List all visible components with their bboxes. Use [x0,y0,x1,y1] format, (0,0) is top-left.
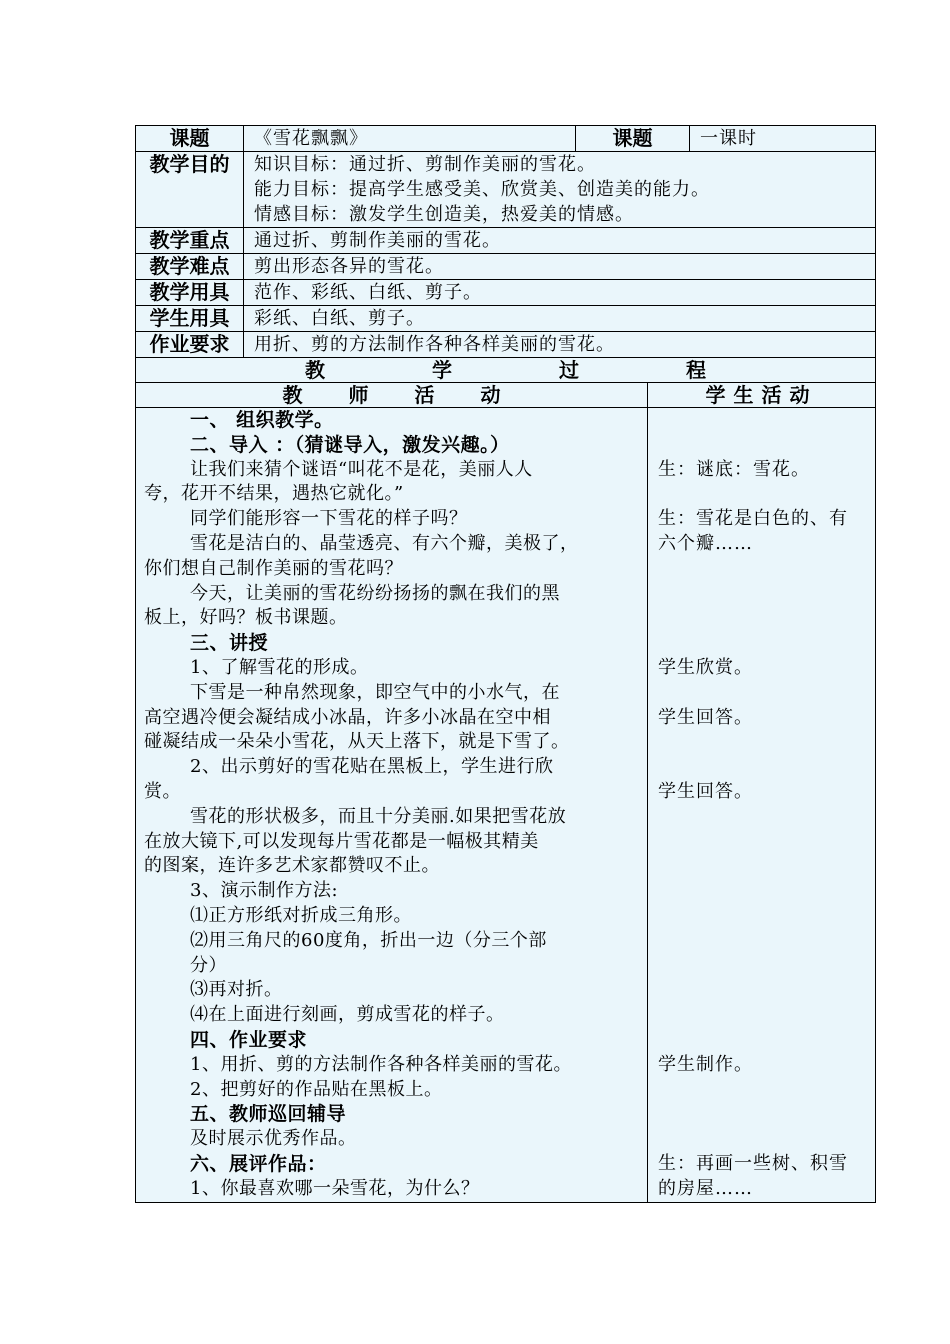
process-char: 过 [559,358,579,382]
teacher-line: ⑷在上面进行刻画，剪成雪花的样子。 [190,1004,505,1026]
section-heading: 一、 组织教学。 [190,409,334,431]
objectives-label: 教学目的 [136,152,244,227]
process-title [136,357,875,382]
student-line: 的房屋…… [658,1177,753,1199]
teacher-line: 同学们能形容一下雪花的样子吗？ [190,508,468,530]
row-value: 彩纸、白纸、剪子。 [254,308,425,329]
difficulty-row [136,253,875,279]
topic-value: 《雪花飘飘》 [244,126,576,151]
row-label: 教学重点 [136,228,244,253]
objective-line: 情感目标：激发学生创造美，热爱美的情感。 [254,204,634,225]
row-label: 学生用具 [136,306,244,331]
row-value: 范作、彩纸、白纸、剪子。 [254,282,482,303]
objectives-row [136,151,875,227]
student-activity-column [648,408,875,1202]
student-line: 学生回答。 [658,781,753,802]
student-line: 生：谜底：雪花。 [658,458,810,480]
topic-label-2: 课题 [576,126,690,151]
teacher-line: ⑶再对折。 [190,979,283,1001]
teacher-line: 雪花是洁白的、晶莹透亮、有六个瓣，美极了， [190,532,579,554]
objectives-content [244,152,875,227]
student-line: 生：雪花是白色的、有 [658,508,848,530]
objective-line: 能力目标：提高学生感受美、欣赏美、创造美的能力。 [254,179,710,200]
teacher-line: 2、出示剪好的雪花贴在黑板上，学生进行欣 [190,756,554,778]
section-heading: 四、作业要求 [190,1028,308,1051]
section-heading: 五、教师巡回辅导 [190,1103,347,1126]
row-value: 剪出形态各异的雪花。 [254,256,444,277]
header-row [136,126,875,151]
teacher-line: 1、了解雪花的形成。 [190,656,369,678]
student-tools-row [136,305,875,331]
student-line: 学生制作。 [658,1053,753,1075]
teacher-line: 碰凝结成一朵朵小雪花，从天上落下，就是下雪了。 [144,731,570,753]
section-heading: 六、展评作品： [190,1152,327,1175]
row-label: 教学用具 [136,280,244,305]
teacher-line: 的图案，连许多艺术家都赞叹不止。 [144,855,440,877]
teacher-line: 让我们来猜个谜语“叫花不是花，美丽人人 [190,458,533,480]
student-activity-header: 学生活动 [705,383,818,407]
process-char: 教 [305,358,325,382]
activity-body [136,407,875,1202]
topic-label: 课题 [136,126,244,151]
teacher-line: 及时展示优秀作品。 [190,1128,357,1150]
teacher-line: 夸，花开不结果，遇热它就化。” [144,483,404,505]
teacher-line: 3、演示制作方法: [190,880,339,902]
teacher-header-char: 教 [282,383,303,407]
student-line: 学生回答。 [658,706,753,728]
teacher-line: 下雪是一种帛然现象，即空气中的小水气，在 [190,681,560,703]
section-heading: 二、导入 ：（猜谜导入，激发兴趣。） [190,433,510,456]
teacher-activity-header [136,383,648,407]
teacher-line: 雪花的形状极多，而且十分美丽.如果把雪花放 [190,805,567,827]
process-char: 学 [432,358,452,382]
teacher-line: 1、用折、剪的方法制作各种各样美丽的雪花。 [190,1053,572,1075]
lesson-plan-table [135,125,876,1203]
student-line: 生：再画一些树、积雪 [658,1153,848,1174]
teaching-tools-row [136,279,875,305]
teacher-line: 高空遇冷便会凝结成小冰晶，许多小冰晶在空中相 [144,706,551,728]
key-point-row [136,227,875,253]
teacher-line: 今天，让美丽的雪花纷纷扬扬的飘在我们的黑 [190,582,560,604]
teacher-line: 赏。 [144,780,181,802]
teacher-line: 你们想自己制作美丽的雪花吗？ [144,557,403,579]
row-label: 教学难点 [136,254,244,279]
teacher-line: 分） [190,954,227,976]
teacher-line: 1、你最喜欢哪一朵雪花，为什么？ [190,1177,480,1199]
homework-row [136,331,875,357]
student-line: 学生欣赏。 [658,657,753,678]
section-heading: 三、讲授 [190,632,269,655]
row-label: 作业要求 [136,332,244,357]
period-value: 一课时 [700,128,757,149]
teacher-header-char: 师 [348,383,369,407]
teacher-line: 2、把剪好的作品贴在黑板上。 [190,1078,443,1100]
row-value: 用折、剪的方法制作各种各样美丽的雪花。 [254,334,615,355]
objective-line: 知识目标：通过折、剪制作美丽的雪花。 [254,154,596,175]
activity-headers [136,382,875,407]
teacher-activity-column [136,408,648,1202]
teacher-line: 在放大镜下,可以发现每片雪花都是一幅极其精美 [144,830,539,852]
teacher-line: 板上，好吗？板书课题。 [144,607,348,629]
process-char: 程 [686,358,706,382]
teacher-line: ⑴正方形纸对折成三角形。 [190,904,412,926]
row-value: 通过折、剪制作美丽的雪花。 [254,230,501,251]
teacher-header-char: 活 [414,383,435,407]
teacher-header-char: 动 [480,383,501,407]
teacher-line: ⑵用三角尺的60度角，折出一边（分三个部 [190,929,547,951]
student-line: 六个瓣…… [658,533,753,554]
